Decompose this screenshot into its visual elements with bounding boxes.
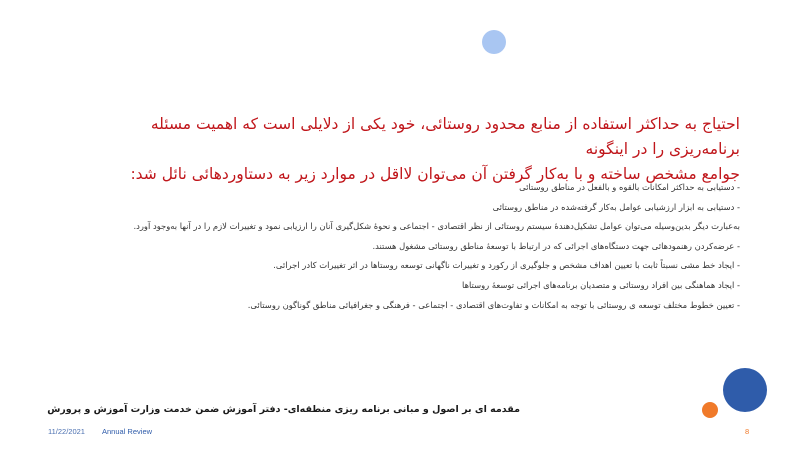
- footer-date: 11/22/2021: [48, 427, 85, 436]
- decorative-circle-orange: [702, 402, 718, 418]
- page-number: 8: [745, 427, 750, 436]
- body-line: - ایجاد خط مشی نسبتاً ثابت با تعیین اهداف مشخص و جلوگیری از رکورد و تغییرات ناگهانی توسعه روستاها در اثر تغییرات کادر اجرائی.: [273, 260, 740, 271]
- title-line: جوامع مشخص ساخته و با به‌کار گرفتن آن می‌توان لااقل در موارد زیر به دستاوردهائی نائل شد:: [130, 165, 740, 183]
- body-line: - دستیابی به ابزار ارزشیابی عوامل به‌کار گرفته‌شده در مناطق روستائی: [492, 201, 740, 212]
- decorative-circle-blue: [723, 368, 767, 412]
- body-line: - عرضه‌کردن رهنمودهائی جهت دستگاه‌های اجرائی که در ارتباط با توسعهٔ مناطق روستائی مشغول هستند.: [372, 240, 740, 251]
- source-citation: مقدمه ای بر اصول و مبانی برنامه ریزی منطقه‌ای- دفتر آموزش ضمن خدمت وزارت آموزش و پرورش: [47, 404, 520, 415]
- body-line: - تعیین خطوط مختلف توسعه ی روستائی با توجه به امکانات و تفاوت‌های اقتصادی - اجتماعی - فرهنگی و جغرافیائی مناطق گوناگون روستائی.: [247, 299, 740, 310]
- slide-title: [80, 112, 740, 187]
- body-line: - ایجاد هماهنگی بین افراد روستائی و متصدیان برنامه‌های اجرائی توسعهٔ روستاها: [462, 279, 740, 290]
- slide-body: [100, 178, 740, 315]
- title-line: احتیاج به حداکثر استفاده از منابع محدود روستائی، خود یکی از دلایلی است که اهمیت مسئله برنامه‌ریزی را در اینگونه: [150, 115, 740, 158]
- body-line: به‌عبارت دیگر بدین‌وسیله می‌توان عوامل تشکیل‌دهندهٔ سیستم روستائی از نظر اقتصادی - اجتماعی و نحوهٔ شکل‌گیری آنان را ارزیابی نمود و تغییرات لازم را در آنها به‌وجود آورد.: [133, 221, 740, 232]
- body-line: - دستیابی به حداکثر امکانات بالقوه و بالفعل در مناطق روستائی: [519, 182, 740, 192]
- footer-label: Annual Review: [102, 427, 153, 436]
- decorative-circle-light-blue: [482, 30, 506, 54]
